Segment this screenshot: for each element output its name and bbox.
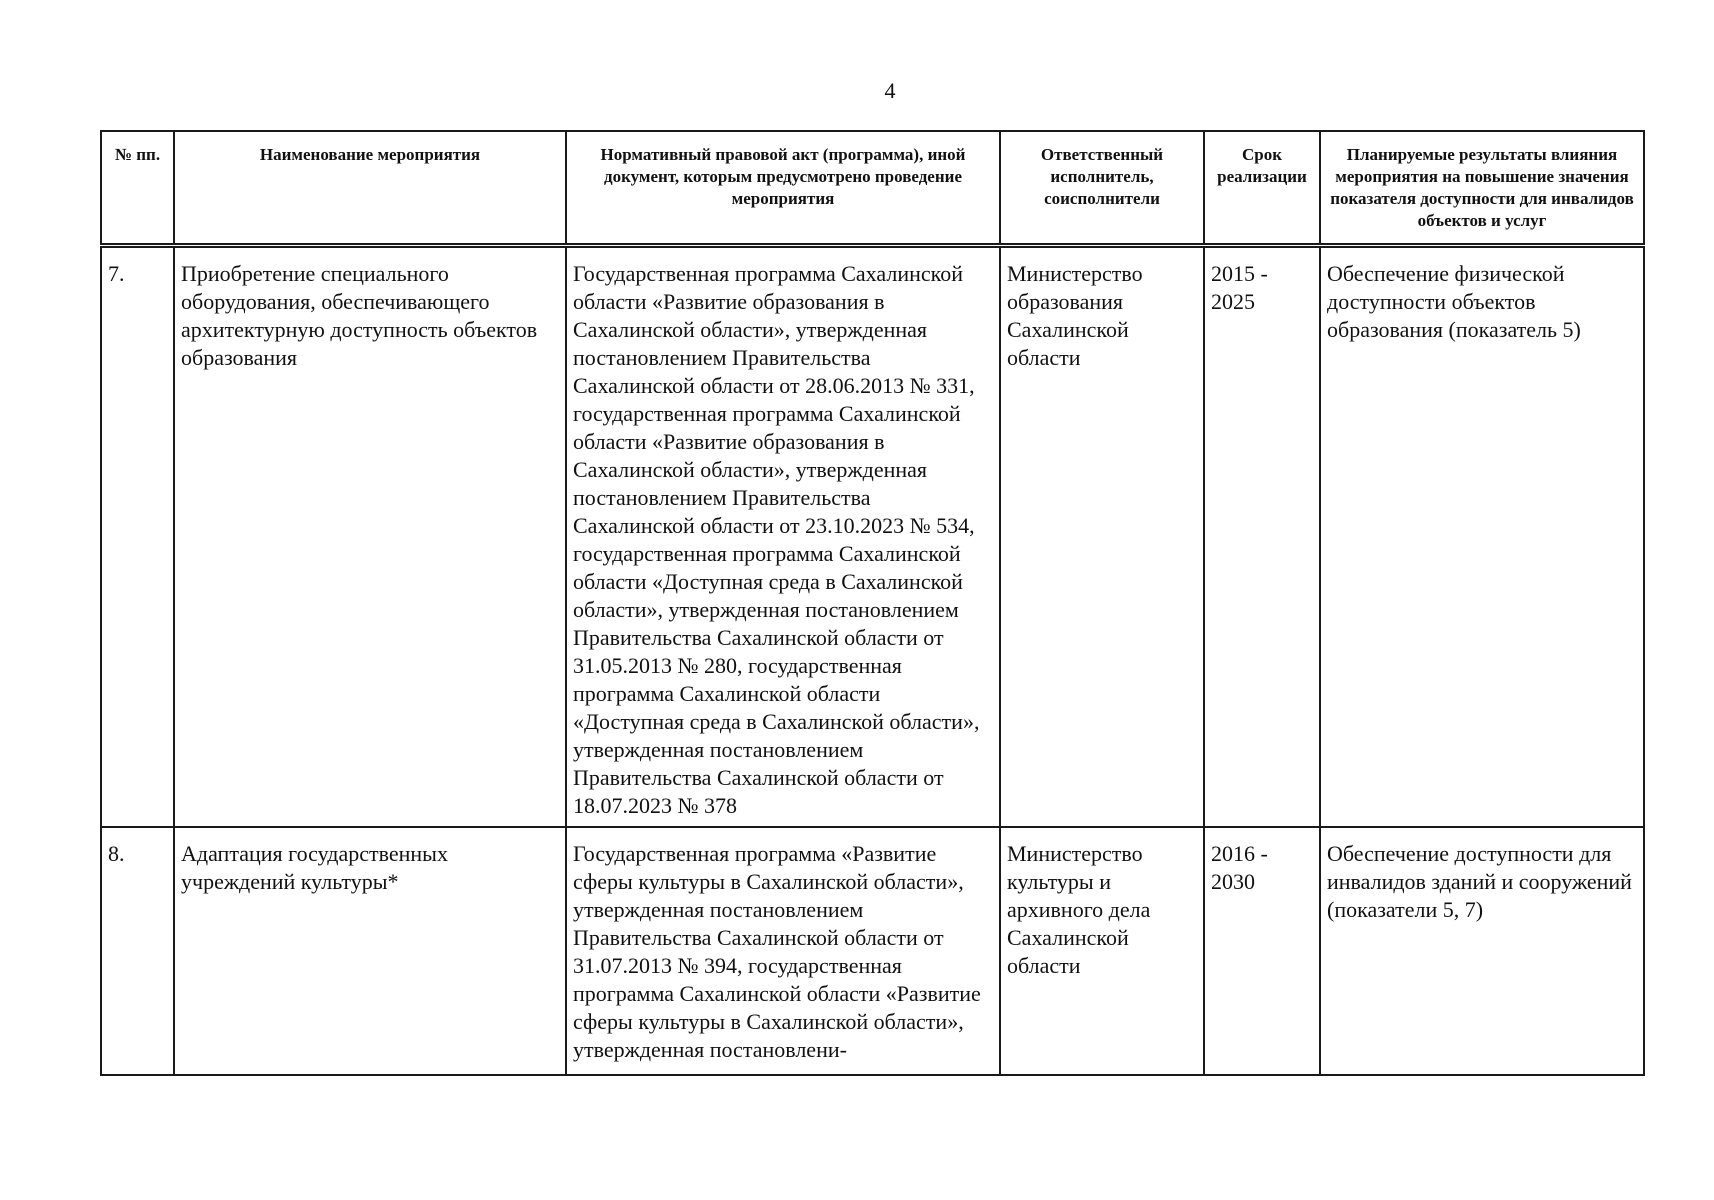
header-executor: Ответственный исполнитель, соисполнители — [1000, 131, 1204, 245]
header-term: Срок реализации — [1204, 131, 1320, 245]
expected-result: Обеспечение доступности для инвалидов зданий и сооружений (показатели 5, 7) — [1320, 827, 1644, 1075]
header-measure-name: Наименование мероприятия — [174, 131, 566, 245]
table-header — [101, 131, 1644, 245]
term: 2015 - 2025 — [1204, 245, 1320, 827]
table-row — [101, 827, 1644, 1075]
measure-name: Приобретение специального оборудования, обеспечивающего архитектурную доступность объектов образования — [174, 245, 566, 827]
legal-act: Государственная программа «Развитие сферы культуры в Сахалинской области», утвержденная постановлением Правительства Сахалинской области от 31.07.2013 № 394, государственная программа Сахалинской области «Развитие сферы культуры в Сахалинской области», утвержденная постановлени- — [566, 827, 1000, 1075]
header-expected-results: Планируемые результаты влияния мероприятия на повышение значения показателя доступности для инвалидов объектов и услуг — [1320, 131, 1644, 245]
header-number: № пп. — [101, 131, 174, 245]
executor: Министерство образования Сахалинской области — [1000, 245, 1204, 827]
row-number: 8. — [101, 827, 174, 1075]
legal-act: Государственная программа Сахалинской области «Развитие образования в Сахалинской области», утвержденная постановлением Правительства Сахалинской области от 28.06.2013 № 331, государственная программа Сахалинской области «Развитие образования в Сахалинской области», утвержденная постановлением Правительства Сахалинской области от 23.10.2023 № 534, государственная программа Сахалинской области «Доступная среда в Сахалинской области», утвержденная постановлением Правительства Сахалинской области от 31.05.2013 № 280, государственная программа Сахалинской области «Доступная среда в Сахалинской области», утвержденная постановлением Правительства Сахалинской области от 18.07.2023 № 378 — [566, 245, 1000, 827]
row-number: 7. — [101, 245, 174, 827]
measures-table — [100, 130, 1645, 1076]
header-legal-act: Нормативный правовой акт (программа), иной документ, которым предусмотрено проведение мероприятия — [566, 131, 1000, 245]
term: 2016 - 2030 — [1204, 827, 1320, 1075]
page-number: 4 — [884, 78, 896, 103]
executor: Министерство культуры и архивного дела Сахалинской области — [1000, 827, 1204, 1075]
expected-result: Обеспечение физической доступности объектов образования (показатель 5) — [1320, 245, 1644, 827]
table-row — [101, 245, 1644, 827]
measure-name: Адаптация государственных учреждений культуры* — [174, 827, 566, 1075]
